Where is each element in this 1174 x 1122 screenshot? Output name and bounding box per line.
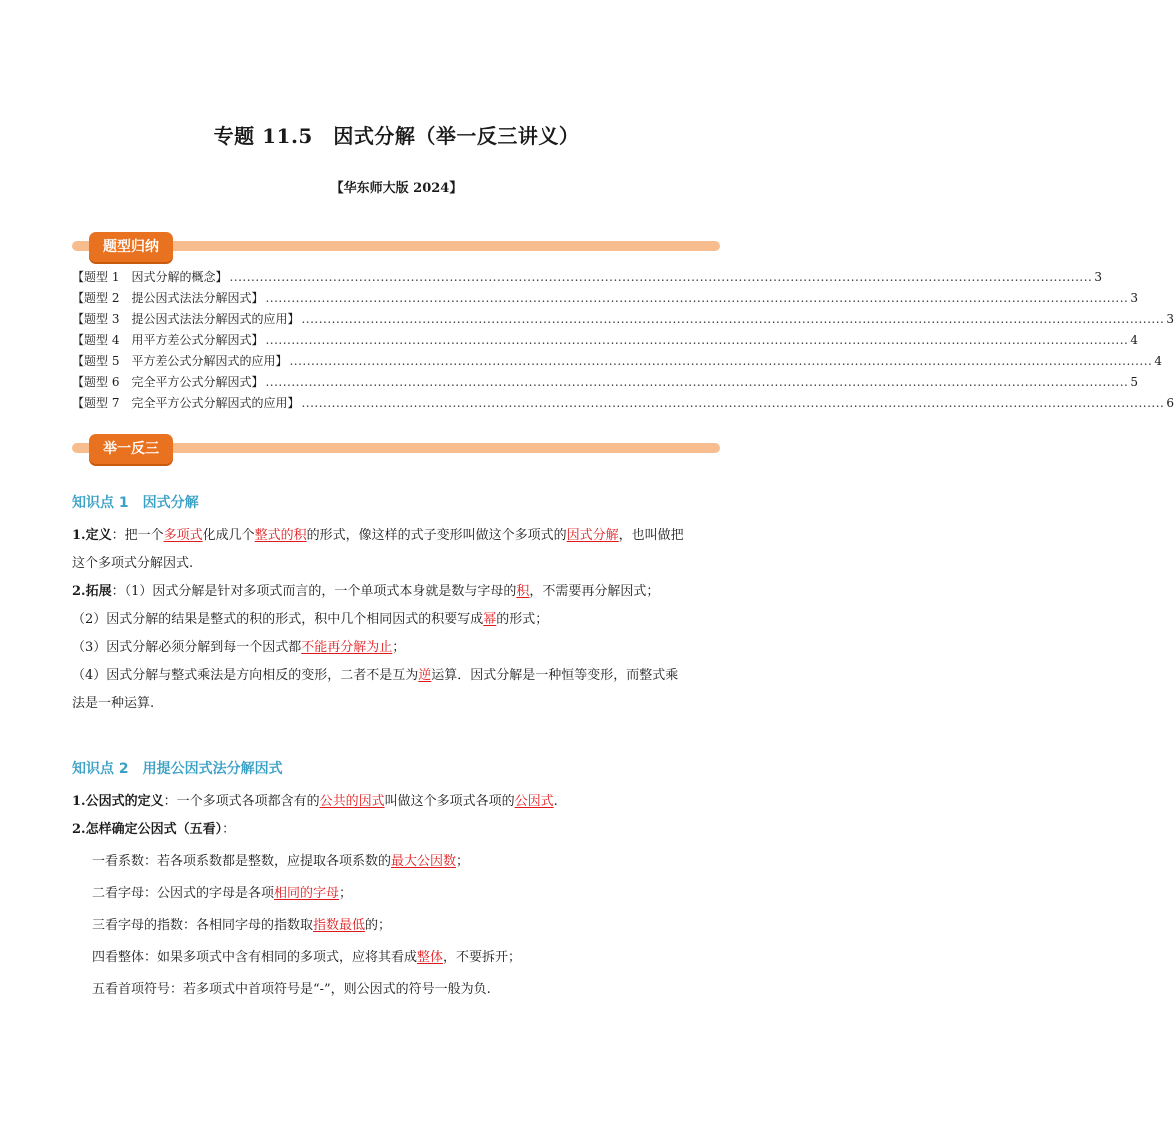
key-term: 整式的积: [254, 528, 307, 543]
extension-paragraph: [72, 578, 722, 606]
toc-leader-dots: ........................................................................................................................................................................................................: [265, 333, 1129, 347]
toc-item-page: 4: [1154, 354, 1162, 368]
text: 的形式；: [496, 612, 549, 627]
key-term: 因式分解: [566, 528, 619, 543]
definition-paragraph: [72, 522, 722, 578]
point-3-paragraph: [72, 634, 722, 662]
toc-item-label: 【题型 3 提公因式法法分解因式的应用】: [72, 312, 300, 326]
text: 二看字母：公因式的字母是各项: [92, 886, 275, 901]
toc-item-page: 3: [1094, 270, 1102, 284]
toc-item-page: 3: [1166, 312, 1174, 326]
toc-leader-dots: ........................................................................................................................................................................................................: [289, 354, 1153, 368]
toc-item[interactable]: [72, 393, 1174, 414]
toc-item[interactable]: [72, 309, 1174, 330]
point-2-paragraph: [72, 606, 722, 634]
text: 四看整体：如果多项式中含有相同的多项式，应将其看成: [92, 950, 418, 965]
toc-item[interactable]: [72, 330, 1138, 351]
text: 一看系数：若各项系数都是整数，应提取各项系数的: [92, 854, 392, 869]
text: .: [553, 794, 558, 809]
toc-item-page: 6: [1166, 396, 1174, 410]
section-banner-examples: [72, 434, 720, 468]
definition-lead: 1.定义: [72, 528, 112, 543]
section-banner-question-types: [72, 232, 720, 266]
page-title: 专题 11.5 因式分解（举一反三讲义）: [213, 124, 580, 148]
text: 的；: [365, 918, 392, 933]
knowledge-point-1-body: [72, 522, 722, 718]
key-term: 幂: [483, 612, 497, 627]
step-1: [72, 848, 722, 876]
toc-item[interactable]: [72, 372, 1138, 393]
key-term: 积: [516, 584, 530, 599]
toc-leader-dots: ........................................................................................................................................................................................................: [301, 396, 1165, 410]
knowledge-point-2-body: [72, 788, 722, 1004]
toc-item-label: 【题型 6 完全平方公式分解因式】: [72, 375, 264, 389]
text: ；: [339, 886, 353, 901]
toc-leader-dots: ........................................................................................................................................................................................................: [229, 270, 1093, 284]
text: 叫做这个多项式各项的: [384, 794, 515, 809]
text: ，不要拆开；: [443, 950, 522, 965]
toc-item-label: 【题型 2 提公因式法法分解因式】: [72, 291, 264, 305]
text: 三看字母的指数：各相同字母的指数取: [92, 918, 314, 933]
key-term: 逆: [418, 668, 432, 683]
toc-leader-dots: ........................................................................................................................................................................................................: [265, 291, 1129, 305]
text: ，不需要再分解因式；: [529, 584, 660, 599]
text: ；: [456, 854, 470, 869]
text: （2）因式分解的结果是整式的积的形式，积中几个相同因式的积要写成: [72, 612, 484, 627]
banner-tab-label: 题型归纳: [89, 232, 173, 262]
text: ；: [392, 640, 406, 655]
knowledge-point-2-heading: 知识点 2 用提公因式法分解因式: [72, 761, 283, 777]
text: ：一个多项式各项都含有的: [163, 794, 320, 809]
knowledge-point-1-heading: 知识点 1 因式分解: [72, 495, 199, 511]
toc-leader-dots: ........................................................................................................................................................................................................: [265, 375, 1129, 389]
toc-item[interactable]: [72, 288, 1138, 309]
step-3: [72, 912, 722, 940]
step-4: [72, 944, 722, 972]
text: ：把一个: [111, 528, 164, 543]
text: （4）因式分解与整式乘法是方向相反的变形，二者不是互为: [72, 668, 419, 683]
key-term: 多项式: [163, 528, 203, 543]
table-of-contents: [72, 267, 1174, 414]
key-term: 公因式: [514, 794, 554, 809]
text: 五看首项符号：若多项式中首项符号是“-”，则公因式的符号一般为负.: [92, 982, 491, 997]
text: ：: [222, 822, 236, 837]
step-2: [72, 880, 722, 908]
how-to-determine-paragraph: [72, 816, 722, 844]
banner-tab-label: 举一反三: [89, 434, 173, 464]
text: 运算．因式分解是一种恒等变形，而整式乘: [431, 668, 679, 683]
text: 法是一种运算.: [72, 696, 155, 711]
toc-item-page: 4: [1130, 333, 1138, 347]
key-term: 整体: [417, 950, 444, 965]
definition-lead: 1.公因式的定义: [72, 794, 164, 809]
text: ，也叫做把: [618, 528, 684, 543]
key-term: 指数最低: [313, 918, 366, 933]
common-factor-definition: [72, 788, 722, 816]
text: （3）因式分解必须分解到每一个因式都: [72, 640, 302, 655]
point-4-paragraph: [72, 662, 722, 718]
edition-subtitle: 【华东师大版 2024】: [330, 181, 463, 196]
toc-item[interactable]: [72, 267, 1102, 288]
step-5: [72, 976, 722, 1004]
text: 化成几个: [202, 528, 255, 543]
text: ：（1）因式分解是针对多项式而言的，一个单项式本身就是数与字母的: [111, 584, 517, 599]
toc-item[interactable]: [72, 351, 1162, 372]
toc-item-label: 【题型 5 平方差公式分解因式的应用】: [72, 354, 288, 368]
text: 的形式，像这样的式子变形叫做这个多项式的: [306, 528, 567, 543]
key-term: 公共的因式: [319, 794, 385, 809]
toc-item-label: 【题型 4 用平方差公式分解因式】: [72, 333, 264, 347]
toc-item-label: 【题型 1 因式分解的概念】: [72, 270, 228, 284]
key-term: 相同的字母: [274, 886, 340, 901]
extension-lead: 2.拓展: [72, 584, 112, 599]
toc-item-label: 【题型 7 完全平方公式分解因式的应用】: [72, 396, 300, 410]
how-lead: 2.怎样确定公因式（五看）: [72, 822, 223, 837]
key-term: 不能再分解为止: [301, 640, 393, 655]
toc-leader-dots: ........................................................................................................................................................................................................: [301, 312, 1165, 326]
key-term: 最大公因数: [391, 854, 457, 869]
toc-item-page: 5: [1130, 375, 1138, 389]
toc-item-page: 3: [1130, 291, 1138, 305]
text: 这个多项式分解因式.: [72, 556, 194, 571]
